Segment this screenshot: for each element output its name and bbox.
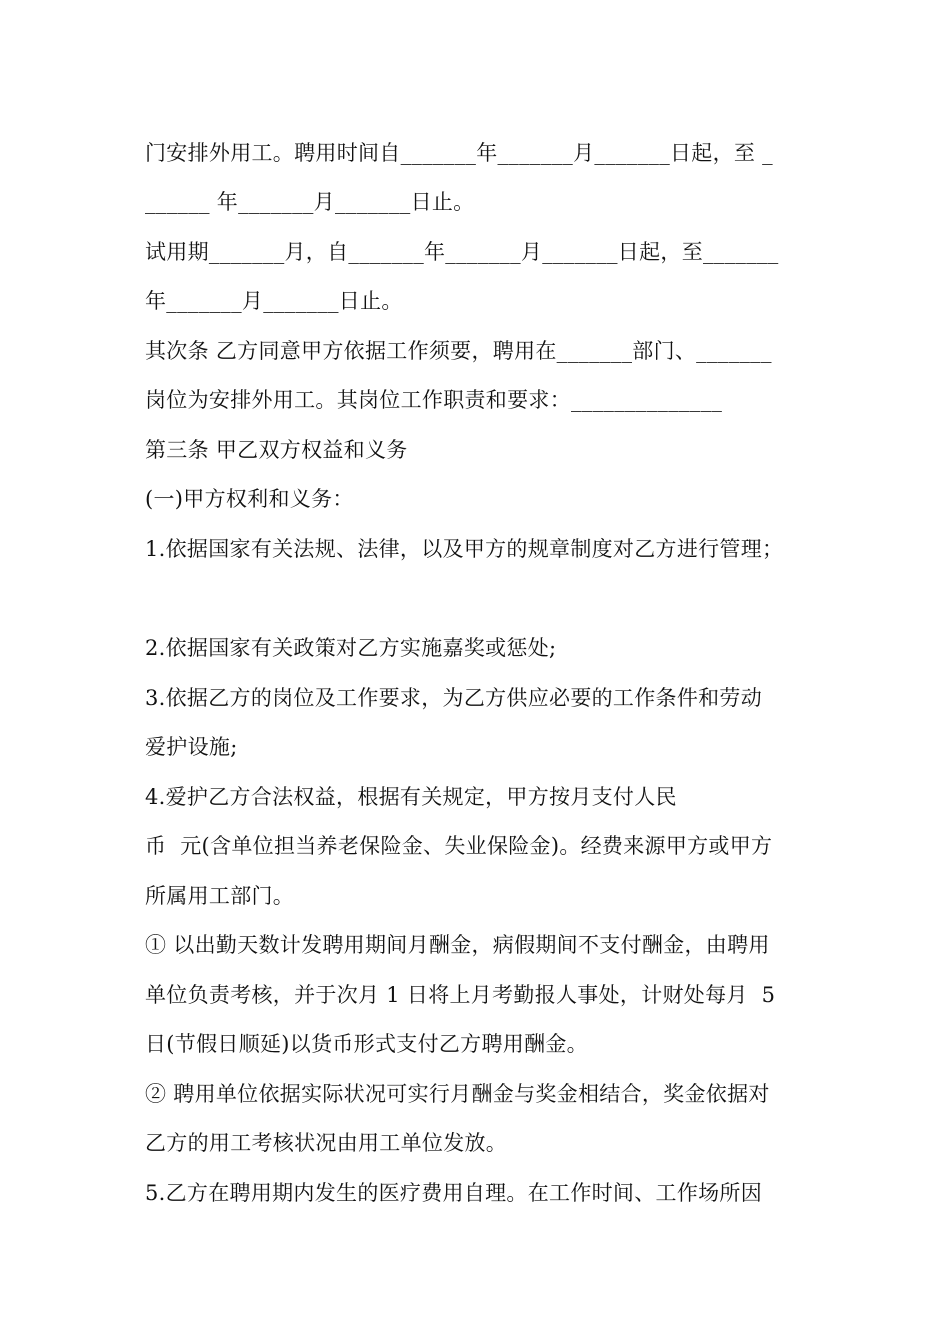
- text-line: 爱护设施;: [145, 735, 238, 759]
- text-line: 年_______月_______日止。: [145, 289, 403, 313]
- list-item: ② 聘用单位依据实际状况可实行月酬金与奖金相结合，奖金依据对: [145, 1082, 770, 1106]
- list-item: ① 以出勤天数计发聘用期间月酬金，病假期间不支付酬金，由聘用: [145, 933, 770, 957]
- text-line: 岗位为安排外用工。其岗位工作职责和要求：______________: [145, 388, 723, 412]
- text-line: 门安排外用工。聘用时间自_______年_______月_______日起，至 _: [145, 141, 773, 165]
- list-item: 1.依据国家有关法规、法律，以及甲方的规章制度对乙方进行管理；: [145, 537, 784, 561]
- text-line: 单位负责考核，并于次月 1 日将上月考勤报人事处，计财处每月 5: [145, 983, 776, 1007]
- list-item: 2.依据国家有关政策对乙方实施嘉奖或惩处;: [145, 636, 557, 660]
- text-line: 试用期_______月，自_______年_______月_______日起，至_______: [145, 240, 779, 264]
- text-line: 其次条 乙方同意甲方依据工作须要，聘用在_______部门、_______: [145, 339, 772, 363]
- list-item: 4.爱护乙方合法权益，根据有关规定，甲方按月支付人民: [145, 785, 677, 809]
- text-line: 乙方的用工考核状况由用工单位发放。: [145, 1131, 508, 1155]
- subsection-heading: (一)甲方权利和义务：: [145, 487, 354, 511]
- text-line: 所属用工部门。: [145, 884, 295, 908]
- section-heading: 第三条 甲乙双方权益和义务: [145, 438, 408, 462]
- text-line: 日(节假日顺延)以货币形式支付乙方聘用酬金。: [145, 1032, 588, 1056]
- text-line: ______ 年_______月_______日止。: [145, 190, 475, 214]
- list-item: 5.乙方在聘用期内发生的医疗费用自理。在工作时间、工作场所因: [145, 1181, 763, 1205]
- list-item: 3.依据乙方的岗位及工作要求，为乙方供应必要的工作条件和劳动: [145, 686, 763, 710]
- text-line: 币 元(含单位担当养老保险金、失业保险金)。经费来源甲方或甲方: [145, 834, 773, 858]
